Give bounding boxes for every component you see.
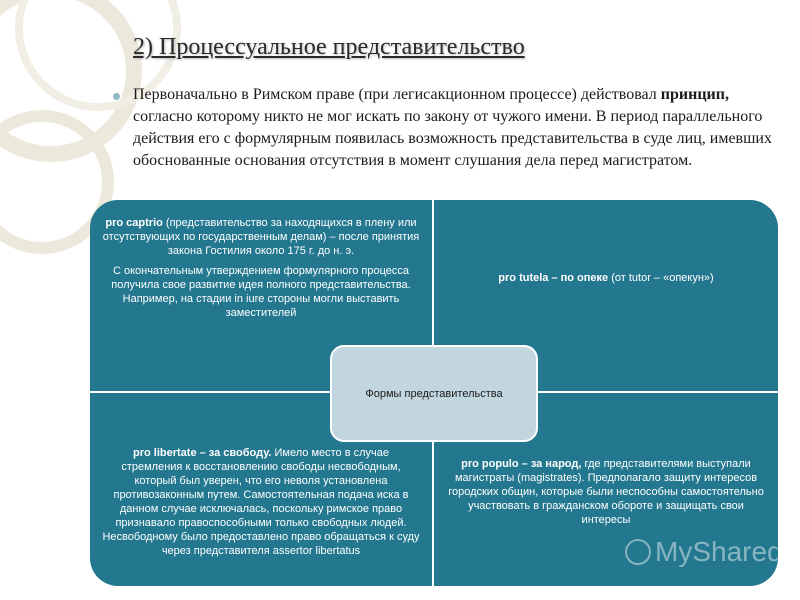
- intro-paragraph: [133, 84, 773, 172]
- pro-tutela-term: pro tutela – по опеке: [498, 271, 609, 284]
- paragraph-bold: принцип,: [660, 86, 729, 103]
- pro-libertate-text: [102, 446, 420, 558]
- pro-captrio-note: С окончательным утверждением формулярного процесса получила свое развитие идея полного представительства. Например, на стадии in iure стороны могли выставить заместителей: [111, 264, 411, 319]
- pro-populo-text: [446, 457, 766, 527]
- pro-populo-term: pro populo – за народ,: [461, 457, 582, 470]
- pro-libertate-term: pro libertate – за свободу.: [133, 446, 272, 459]
- pro-captrio-term: pro captrio: [105, 216, 163, 229]
- bullet-icon: [113, 93, 120, 100]
- representation-forms-matrix: [90, 200, 778, 586]
- pro-captrio-desc: (представительство за находящихся в плену или отсутствующих по государственным делам) – после принятия закона Гостилия около 175 г. до н. э.: [102, 216, 420, 257]
- pro-tutela-text: [444, 271, 768, 285]
- paragraph-text-1: Первоначально в Римском праве (при легисакционном процессе) действовал: [133, 86, 661, 103]
- watermark: [625, 536, 783, 568]
- pro-captrio-text: [100, 216, 422, 258]
- pro-populo-desc: где представителями выступали магистраты (magistrates). Предполагало защиту интересов городских общин, которые были неспособны самостоятельно участвовать в гражданском обороте и защищать свои интересы: [448, 457, 764, 526]
- pro-tutela-desc: (от tutor – «опекун»): [608, 271, 714, 284]
- center-label: Формы представительства: [330, 345, 538, 442]
- paragraph-text-2: согласно которому никто не мог искать по закону от чужого имени. В период параллельного действия его с формулярным появилась возможность представительства в суде лиц, имевших обоснованные основания отсутствия в момент слушания дела перед магистратом.: [133, 108, 772, 169]
- watermark-logo-icon: [625, 539, 651, 565]
- watermark-text: MyShared: [655, 536, 783, 567]
- pro-libertate-desc: Имело место в случае стремления к восстановлению свободы несвободным, который был уверен, что его неволя установлена противозаконным путем. Самостоятельная подача иска в данном случае исключалась, поскольку римское право признавало правоспособными только свободных людей. Несвободному было предоставлено право обращаться к суду через представителя assertor libertatus: [102, 446, 420, 557]
- slide-title: 2) Процессуальное представительство: [133, 34, 525, 60]
